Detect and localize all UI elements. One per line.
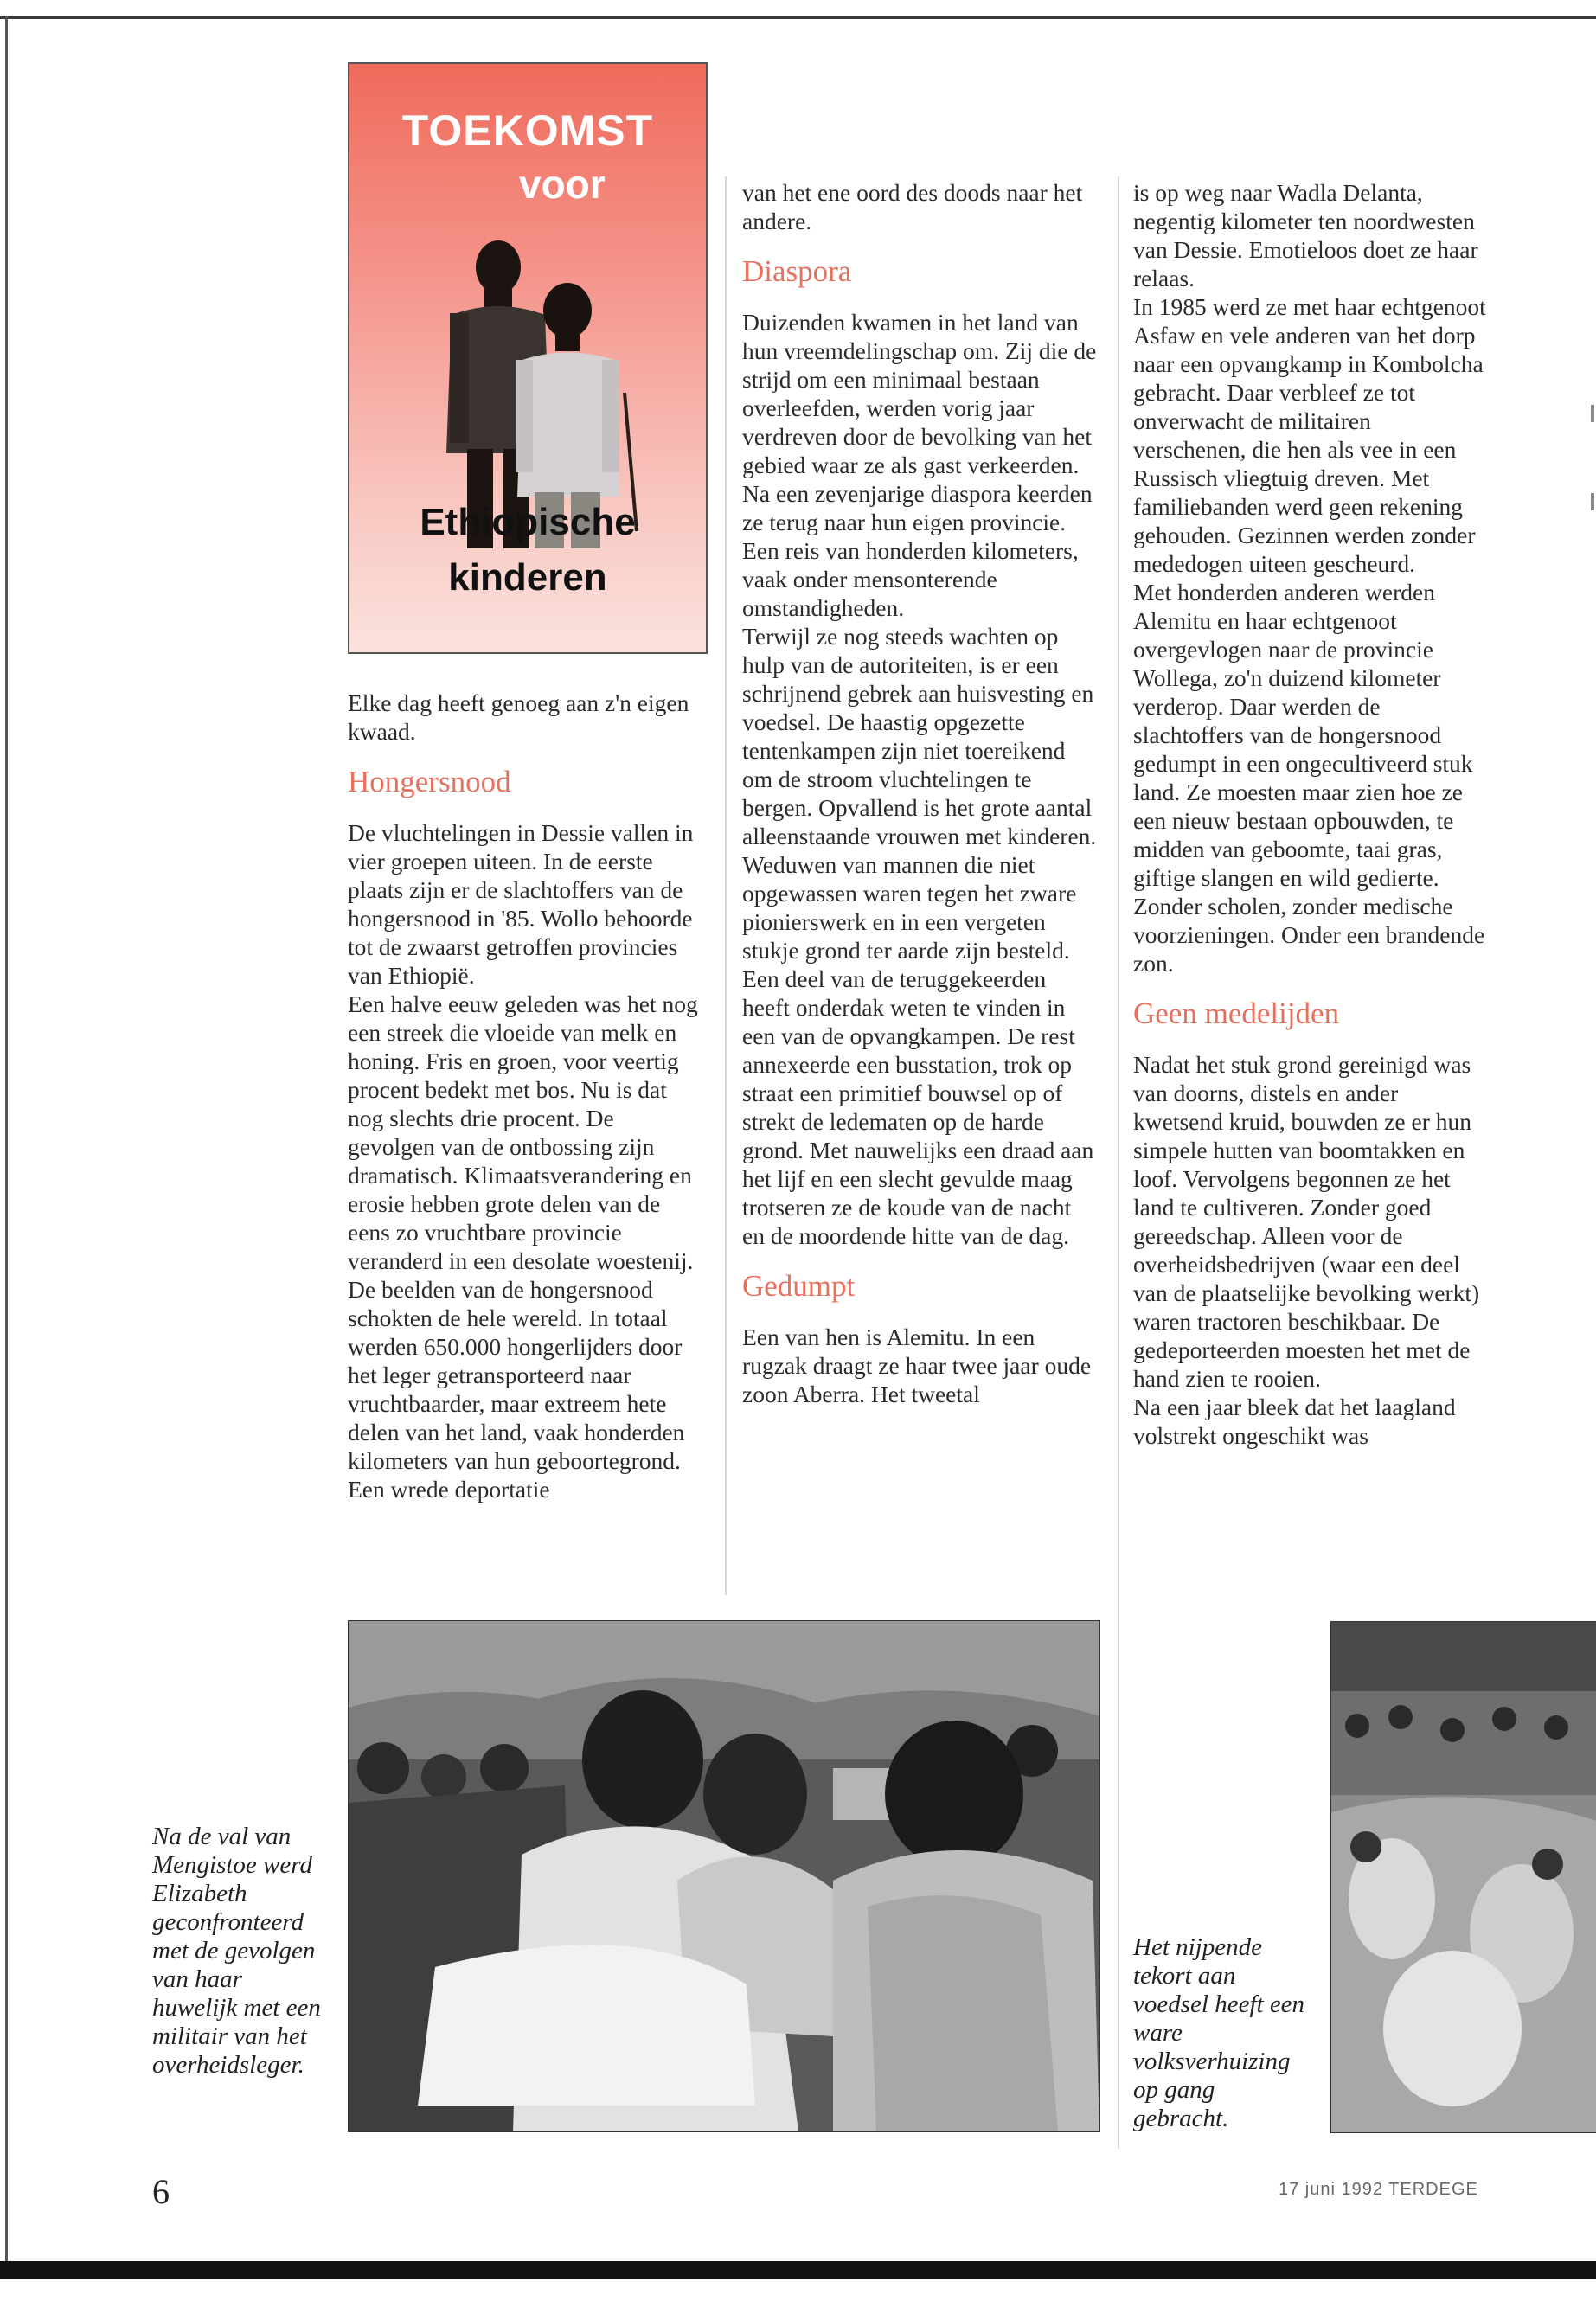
paragraph: is op weg naar Wadla Delanta, negentig kilometer ten noordwesten van Dessie. Emotieloos doet ze haar relaas. (1133, 179, 1478, 292)
paragraph: De vluchtelingen in Dessie vallen in vier groepen uiteen. In de eerste plaats zijn er de slachtoffers van de hongersnood in '85. Wollo behoorde tot de zwaarst getroffen provincies van Ethiopië. (348, 819, 694, 989)
paragraph: Nadat het stuk grond gereinigd was van doorns, distels en ander kwetsend kruid, bouwden ze er hun simpele hutten van boomtakken en loof. Vervolgens begonnen ze het land te cultiveren. Zonder goed gereedschap. Alleen voor de overheidsbedrijven (waar een deel van de plaatselijke bevolking werkt) waren tractoren beschikbaar. De gedeporteerden moesten het met de hand zien te rooien. (1133, 1051, 1480, 1392)
heading-diaspora: Diaspora (742, 254, 852, 288)
badge-subtitle (349, 495, 706, 606)
caption-right: Het nijpende tekort aan voedsel heeft een ware volksverhuizing op gang gebracht. (1133, 1933, 1305, 2132)
badge-subtitle-line1: Ethiopische (420, 501, 636, 543)
badge-subtitle-line2: kinderen (448, 556, 607, 599)
column-rule (725, 176, 727, 1595)
heading-gedumpt: Gedumpt (742, 1269, 856, 1303)
badge-title: TOEKOMST (401, 106, 654, 155)
title-badge (348, 62, 708, 654)
issue-footer: 17 juni 1992 TERDEGE (1279, 2180, 1478, 2199)
article-column-2 (742, 178, 1099, 1408)
bottom-bar (0, 2261, 1596, 2279)
page-number: 6 (152, 2172, 170, 2211)
heading-geen-medelijden: Geen medelijden (1133, 997, 1340, 1030)
heading-hongersnood: Hongersnood (348, 765, 511, 798)
paragraph: Een deel van de teruggekeerden heeft onderdak weten te vinden in een van de opvangkampen. De rest annexeerde een busstation, trok op straat een primitief bouwsel op of strekt de ledematen op de harde grond. Met nauwelijks een draad aan het lijf en een slecht gevulde maag trotseren ze de koude van de nacht en de moordende hitte van de dag. (742, 965, 1094, 1249)
article-column-1 (348, 689, 704, 1503)
paragraph: van het ene oord des doods naar het andere. (742, 179, 1083, 234)
margin-mark (1591, 493, 1594, 510)
paragraph: Terwijl ze nog steeds wachten op hulp van de autoriteiten, is er een schrijnend gebrek aan huisvesting en voedsel. De haastig opgezette tentenkampen zijn niet toereikend om de stroom vluchtelingen te bergen. Opvallend is het grote aantal alleenstaande vrouwen met kinderen. Weduwen van mannen die niet opgewassen waren tegen het zware pionierswerk en in een vergeten stukje grond ter aarde zijn besteld. (742, 623, 1097, 964)
top-rule (0, 16, 1596, 19)
paragraph: Een halve eeuw geleden was het nog een streek die vloeide van melk en honing. Fris en groen, voor veertig procent bedekt met bos. Nu is dat nog slechts drie procent. De gevolgen van de ontbossing zijn dramatisch. Klimaatsverandering en erosie hebben grote delen van de eens zo vruchtbare provincie veranderd in een desolate woestenij. De beelden van de hongersnood schokten de hele wereld. In totaal werden 650.000 hongerlijders door het leger getransporteerd naar vruchtbaarder, maar extreem hete delen van het land, vaak honderden kilometers van hun geboortegrond. Een wrede deportatie (348, 990, 698, 1503)
left-edge-rule (5, 16, 8, 2265)
caption-left: Na de val van Mengistoe werd Elizabeth geconfronteerd met de gevolgen van haar huwelijk met een militair van het overheidsleger. (152, 1823, 321, 2079)
badge-title-voor: voor (519, 162, 606, 207)
column-rule (1118, 176, 1119, 2149)
paragraph: In 1985 werd ze met haar echtgenoot Asfaw en vele anderen van het dorp naar een opvangkamp in Kombolcha gebracht. Daar verbleef ze tot onverwacht de militairen verschenen, die hen als vee in een Russisch vliegtuig dreven. Met familiebanden werd geen rekening gehouden. Gezinnen werden zonder mededogen uiteen gescheurd. (1133, 293, 1486, 577)
intro-paragraph: Elke dag heeft genoeg aan z'n eigen kwaad. (348, 689, 689, 745)
paragraph: Een van hen is Alemitu. In een rugzak draagt ze haar twee jaar oude zoon Aberra. Het tweetal (742, 1324, 1092, 1407)
margin-mark (1591, 405, 1594, 422)
children-photo (401, 168, 661, 548)
paragraph: Na een jaar bleek dat het laagland volstrekt ongeschikt was (1133, 1394, 1456, 1449)
paragraph: Met honderden anderen werden Alemitu en haar echtgenoot overgevlogen naar de provincie Wollega, zo'n duizend kilometer verderop. Daar werden de slachtoffers van de hongersnood gedumpt in een ongecultiveerd stuk land. Ze moesten maar zien hoe ze een nieuw bestaan opbouwden, te midden van geboomte, taai gras, giftige slangen en wild gedierte. Zonder scholen, zonder medische voorzieningen. Onder een brandende zon. (1133, 579, 1485, 977)
article-column-3 (1133, 178, 1490, 1450)
refugee-photo-main (348, 1620, 1100, 2132)
paragraph: Duizenden kwamen in het land van hun vreemdelingschap om. Zij die de strijd om een minimaal bestaan overleefden, werden vorig jaar verdreven door de bevolking van het gebied waar ze als gast verkeerden. Na een zevenjarige diaspora keerden ze terug naar hun eigen provincie. Een reis van honderden kilometers, vaak onder mensonterende omstandigheden. (742, 309, 1097, 621)
crowd-photo (1330, 1621, 1596, 2133)
